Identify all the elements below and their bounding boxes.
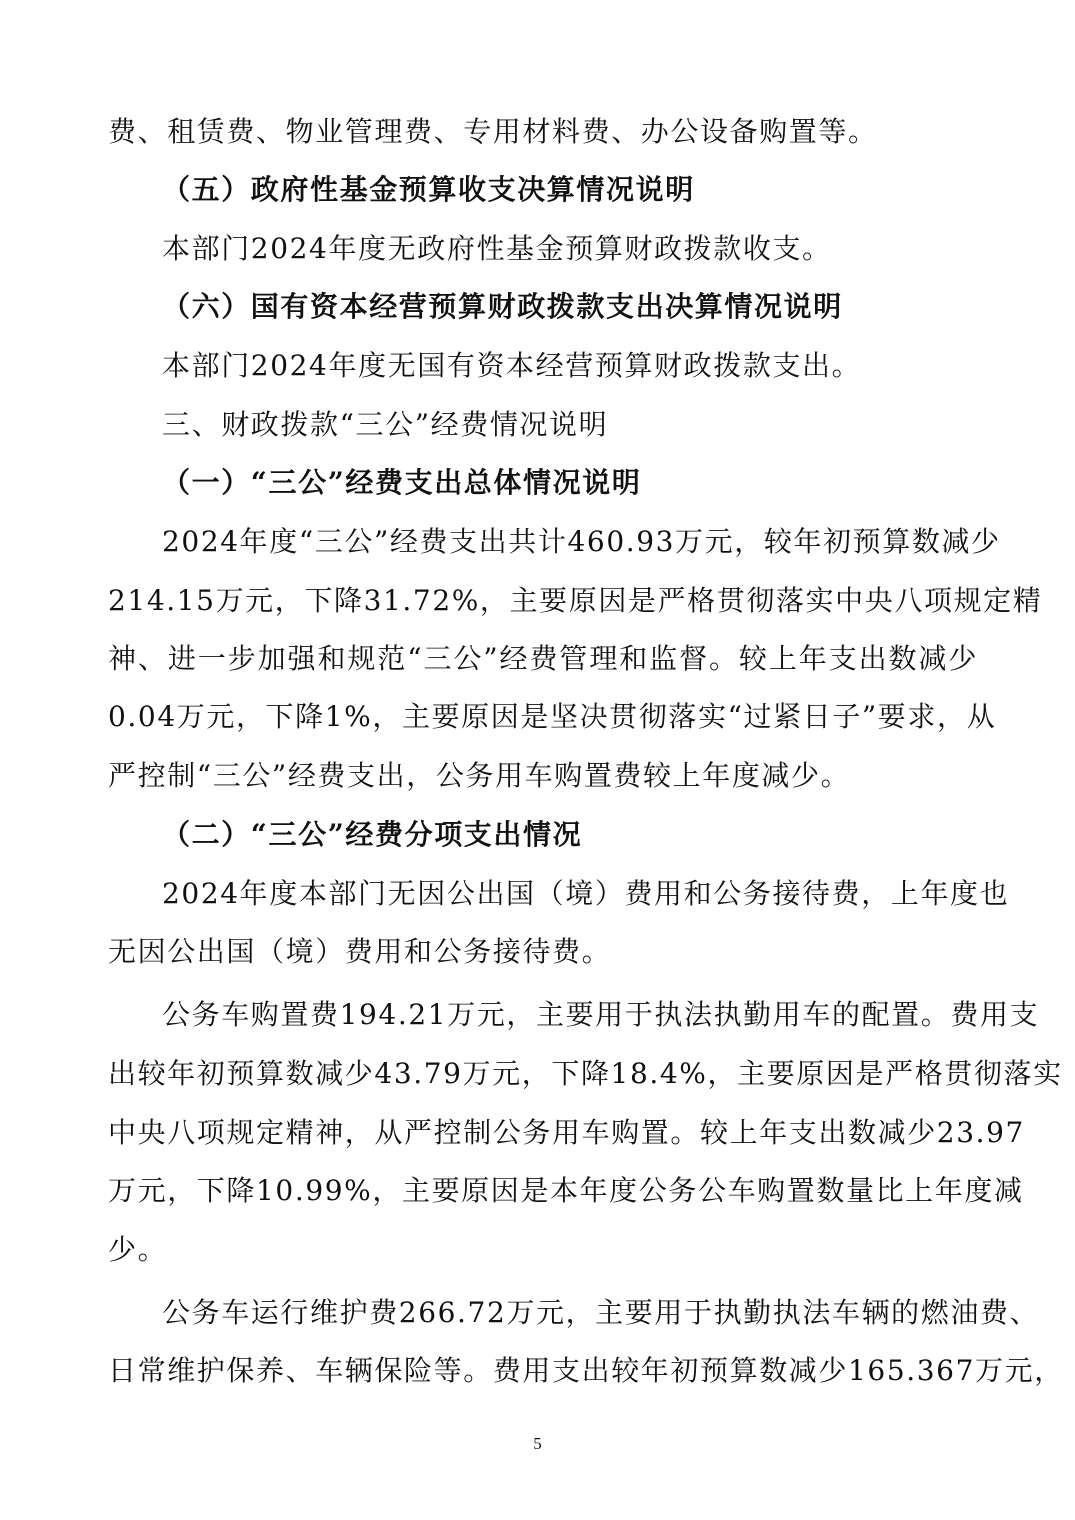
paragraph-line: 万元，下降10.99%，主要原因是本年度公务公车购置数量比上年度减 <box>108 1174 1024 1207</box>
paragraph-line: 本部门2024年度无政府性基金预算财政拨款收支。 <box>162 232 832 265</box>
section-heading-five: （五）政府性基金预算收支决算情况说明 <box>162 173 695 206</box>
paragraph-line: 中央八项规定精神，从严控制公务用车购置。较上年支出数减少23.97 <box>108 1116 1025 1149</box>
subsection-heading-one: （一）“三公”经费支出总体情况说明 <box>162 466 642 499</box>
paragraph-line: 本部门2024年度无国有资本经营预算财政拨款支出。 <box>162 349 862 382</box>
paragraph-line: 出较年初预算数减少43.79万元，下降18.4%，主要原因是严格贯彻落实 <box>108 1057 1063 1090</box>
paragraph-line: 少。 <box>108 1233 168 1266</box>
section-heading-six: （六）国有资本经营预算财政拨款支出决算情况说明 <box>162 290 843 323</box>
section-heading-three: 三、财政拨款“三公”经费情况说明 <box>162 408 609 441</box>
paragraph-line: 神、进一步加强和规范“三公”经费管理和监督。较上年支出数减少 <box>108 642 978 675</box>
subsection-heading-two: （二）“三公”经费分项支出情况 <box>162 818 583 851</box>
paragraph-line: 2024年度“三公”经费支出共计460.93万元，较年初预算数减少 <box>162 525 1001 558</box>
paragraph-line: 日常维护保养、车辆保险等。费用支出较年初预算数减少165.367万元， <box>108 1354 1064 1387</box>
paragraph-line: 0.04万元，下降1%，主要原因是坚决贯彻落实“过紧日子”要求，从 <box>108 700 997 733</box>
paragraph-line: 214.15万元，下降31.72%，主要原因是严格贯彻落实中央八项规定精 <box>108 584 1043 617</box>
paragraph-line: 严控制“三公”经费支出，公务用车购置费较上年度减少。 <box>108 759 851 792</box>
paragraph-line: 公务车运行维护费266.72万元，主要用于执勤执法车辆的燃油费、 <box>162 1296 1040 1329</box>
paragraph-line: 公务车购置费194.21万元，主要用于执法执勤用车的配置。费用支 <box>162 998 1040 1031</box>
paragraph-line: 2024年度本部门无因公出国（境）费用和公务接待费，上年度也 <box>162 877 1010 910</box>
paragraph-line: 费、租赁费、物业管理费、专用材料费、办公设备购置等。 <box>108 115 878 148</box>
page-number: 5 <box>533 1434 542 1453</box>
paragraph-line: 无因公出国（境）费用和公务接待费。 <box>108 935 612 968</box>
